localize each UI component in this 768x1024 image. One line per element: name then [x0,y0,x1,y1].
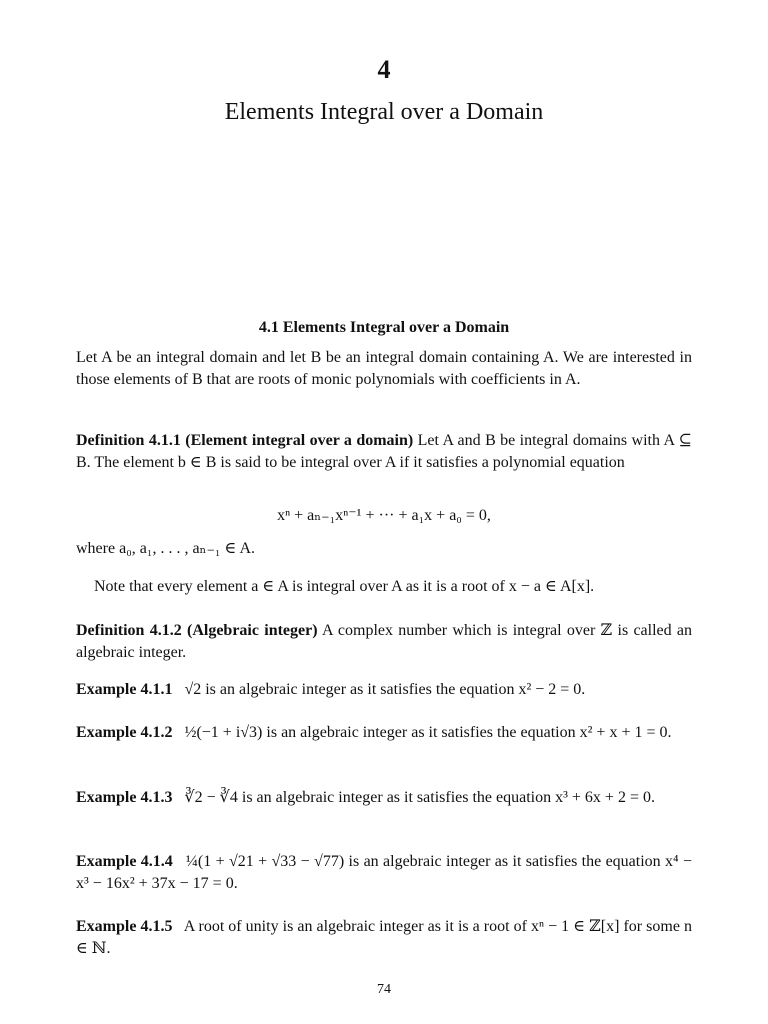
example-4-1-4 [76,851,692,895]
example-text: A root of unity is an algebraic integer as it is a root of xⁿ − 1 ∈ ℤ[x] for some n ∈ ℕ. [76,918,692,957]
chapter-title: Elements Integral over a Domain [224,99,544,125]
page-number: 74 [377,982,391,997]
definition-4-1-2 [76,620,692,664]
definition-name: (Element integral over a domain) [185,432,414,449]
example-4-1-5 [76,916,692,960]
example-lead: ¼(1 + √21 + √33 − √77) [185,853,345,870]
example-text: is an algebraic integer as it satisfies the equation x⁴ − x³ − 16x² + 37x − 17 = 0. [76,853,693,892]
example-lead: ∛2 − ∛4 [184,789,238,806]
intro-paragraph: Let A be an integral domain and let B be an integral domain containing A. We are interested in those elements of B that are roots of monic polynomials with coefficients in A. [76,349,692,388]
example-label: Example 4.1.3 [76,789,173,806]
definition-label: Definition 4.1.2 [76,622,182,639]
book-page [76,0,692,1024]
definition-label: Definition 4.1.1 [76,432,181,449]
polynomial-equation: xⁿ + aₙ₋₁xⁿ⁻¹ + ··· + a₁x + a₀ = 0, [277,507,491,524]
example-label: Example 4.1.2 [76,724,173,741]
chapter-number: 4 [377,55,391,84]
definition-coefficients: where a₀, a₁, . . . , aₙ₋₁ ∈ A. [76,540,256,557]
example-lead: √2 [184,681,202,698]
definition-text: A complex number which is integral over ℤ is called an algebraic integer. [76,622,693,661]
note-paragraph: Note that every element a ∈ A is integral over A as it is a root of x − a ∈ A[x]. [94,578,595,595]
example-text: is an algebraic integer as it satisfies the equation x² + x + 1 = 0. [262,724,672,741]
example-label: Example 4.1.1 [76,681,173,698]
example-label: Example 4.1.5 [76,918,173,935]
example-text: is an algebraic integer as it satisfies the equation x³ + 6x + 2 = 0. [237,789,655,806]
example-lead: ½(−1 + i√3) [184,724,263,741]
example-label: Example 4.1.4 [76,853,173,870]
example-4-1-1 [76,679,692,701]
example-4-1-3 [76,787,692,809]
example-text: is an algebraic integer as it satisfies the equation x² − 2 = 0. [201,681,586,698]
definition-text: Let A and B be integral domains with A ⊆ B. The element b ∈ B is said to be integral over A if it satisfies a polynomial equation [76,432,692,471]
definition-4-1-1 [76,430,692,474]
example-4-1-2 [76,722,692,744]
definition-name: (Algebraic integer) [187,622,318,639]
section-heading: 4.1 Elements Integral over a Domain [258,319,510,336]
